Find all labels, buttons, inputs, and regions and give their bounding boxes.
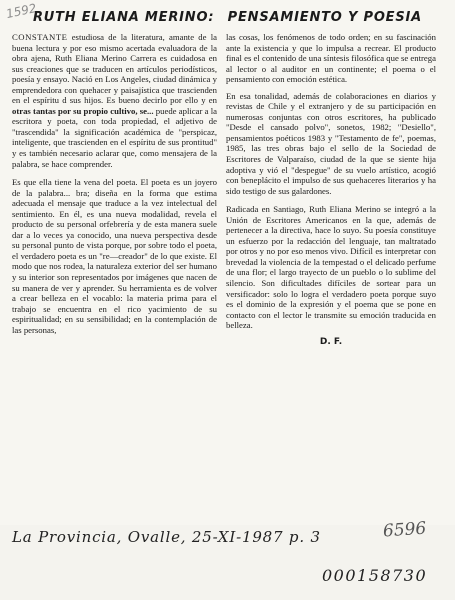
handwritten-archive-number: 000158730 (322, 566, 428, 585)
article-headline (0, 8, 455, 28)
left-paragraph-2: Es que ella tiene la vena del poeta. El poeta es un joyero de la palabra... bra; diseña en la forma que estima adecuada el mensaje que traduce a la vez intelectual del sentimiento. En él, es una nueva modalidad, revela el producto de su personal orfebrería y de esta manera suele dar a lo veces ya conocido, una nueva perspectiva desde su personal punto de vista porque, por sobre todo el poeta, el verdadero poeta es un "re—creador" de lo que existe. El modo que nos rodea, la naturaleza exterior del ser humano y su interior son representados por imágenes que nacen de su manera de ver y aprender. Su herramienta es de volver a crear belleza en el vocablo: la materia prima para el trabajo se encuentra en el rico yacimiento de su espiritualidad; en su sensibilidad; en la contemplación de las personas, (12, 177, 217, 335)
handwritten-source-line: La Provincia, Ovalle, 25-XI-1987 p. 3 (12, 528, 321, 546)
handwritten-reference-number: 6596 (382, 518, 427, 542)
headline-name: RUTH ELIANA MERINO: (32, 10, 215, 25)
left-p1-bold: otras tantas por su propio cultivo, se... (12, 105, 154, 116)
right-column (226, 32, 436, 347)
left-p1-text-a: estudiosa de la literatura, amante de la buena lectura y por eso mismo acertada evaluadora de la obra ajena, Ruth Eliana Merino Carrera es cuidadosa en sus creaciones que se traducen en artículos periodísticos, poesía y ensayo. Nació en Los Angeles, ciudad dinámica y emprendedora con quehacer y paisajística que trascienden en el espíritu d sus hijos. Es bueno decirlo por ello y en (12, 32, 218, 106)
left-column (12, 32, 217, 341)
headline-subtitle: PENSAMIENTO Y POESIA (227, 10, 423, 25)
corner-pencil-note: 1592 (4, 0, 38, 22)
left-p1-text-b: puede aplicar a la escritora y poeta, con toda propiedad, el adjetivo de "trascendida" la significación académica de "perspicaz, inteligente, que trascienden en el espíritu de sus prontitud" y es también necesario aclarar que, como mensajera de la palabra, se hace comprender. (12, 105, 218, 169)
left-paragraph-1 (12, 32, 217, 169)
lead-word: CONSTANTE (12, 32, 68, 42)
right-paragraph-3: Radicada en Santiago, Ruth Eliana Merino se integró a la Unión de Escritores Americanos en la que, además de pertenecer a la directiva, hace lo suyo. Su poesía constituye un esfuerzo por la redacción del lenguaje, tan maltratado por otros y no por eso menos vivo. Difícil es interpretar con brevedad la violencia de la tempestad o el delicado perfume de una flor; el largo trayecto de un pueblo o lo sublime del silencio. Son dificultades difíciles de sortear para un versificador: solo lo logra el verdadero poeta porque suyo es el dominio de la expresión y el poema que se pone en contacto con el lector le transmite su emoción traducida en belleza. (226, 204, 436, 331)
right-paragraph-1: las cosas, los fenómenos de todo orden; en su fascinación ante la existencia y que lo impulsa a recrear. El producto final es el contenido de una síntesis filosófica que se entrega al lector o al auditor en un continente; el poema o el pensamiento con emoción estética. (226, 32, 436, 85)
handwritten-annotations (0, 520, 455, 600)
right-paragraph-2: En esa tonalidad, además de colaboraciones en diarios y revistas de Chile y el extranjero y de su participación en numerosas conjuntas con otros escritores, ha publicado "Desde el cansado polvo", sonetos, 1982; "Desiello", pensamientos poéticos 1983 y "Testamento de fe", poemas, 1985, las tres obras bajo el sello de la Sociedad de Escritores de Valparaíso, ciudad de la que se siente hija adoptiva y vió el "despegue" de su vuelo artístico, acogió con beneplácito el impulso de sus quehaceres literarios y ha sido testigo de sus galardones. (226, 90, 436, 196)
author-initials: D. F. (319, 336, 343, 347)
